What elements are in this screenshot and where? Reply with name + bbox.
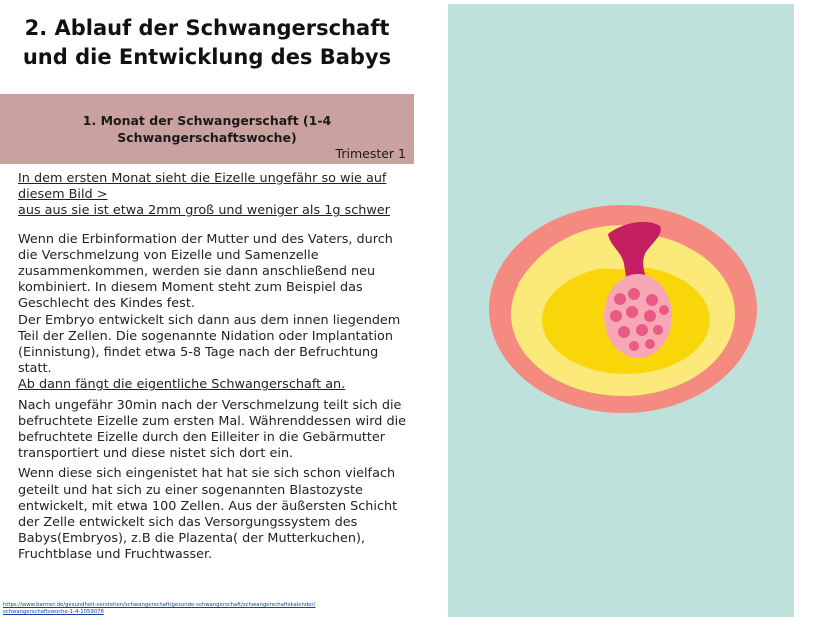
inner-cell	[645, 339, 655, 349]
paragraph-pregnancy-start: Ab dann fängt die eigentliche Schwangerschaft an.	[18, 377, 346, 393]
body-text	[18, 171, 408, 564]
trimester-label: Trimester 1	[335, 146, 406, 161]
banner-heading	[60, 112, 354, 146]
inner-cell	[614, 293, 626, 305]
slide-title-line-1: 2. Ablauf der Schwangerschaft	[24, 16, 390, 40]
intro-line-2: diesem Bild >	[18, 187, 108, 203]
month-banner	[0, 94, 414, 164]
source-link[interactable]	[3, 602, 443, 616]
paragraph-genetics: Wenn die Erbinformation der Mutter und des Vaters, durch die Verschmelzung von Eizelle und Samenzelle zusammenkommen, werden sie dann anschließend neu kombiniert. In diesem Moment steht zum Beispiel das Geschlecht des Kindes fest.	[18, 231, 393, 312]
illustration-panel	[448, 4, 794, 617]
inner-cell	[610, 310, 622, 322]
paragraph-blastocyst: Wenn diese sich eingenistet hat hat sie sich schon vielfach geteilt und hat sich zu einer sogenannten Blastozyste entwickelt, mit etwa 100 Zellen. Aus der äußersten Schicht der Zelle entwickelt sich das Versorgungssystem des Babys(Embryos), z.B die Plazenta( der Mutterkuchen), Fruchtblase und Fruchtwasser.	[18, 466, 398, 563]
inner-cell	[636, 324, 648, 336]
paragraph-cell-division: Nach ungefähr 30min nach der Verschmelzung teilt sich die befruchtete Eizelle zum ersten Mal. Währenddessen wird die befruchtete Eizelle durch den Eilleiter in die Gebärmutter transportiert und diese nistet sich dort ein.	[18, 397, 407, 462]
inner-cell	[626, 306, 638, 318]
inner-cell	[628, 288, 640, 300]
inner-cell	[659, 305, 669, 315]
intro-line-1: In dem ersten Monat sieht die Eizelle ungefähr so wie auf	[18, 171, 387, 186]
slide-title-line-2: und die Entwicklung des Babys	[22, 45, 392, 69]
inner-cell	[629, 341, 639, 351]
banner-heading-line-2: Schwangerschaftswoche)	[117, 130, 297, 145]
slide-title	[0, 14, 414, 72]
source-link-line-2: schwangerschaftswoche-1-4-1059078	[3, 609, 104, 615]
intro-line-3: aus aus sie ist etwa 2mm groß und weniger als 1g schwer	[18, 203, 390, 219]
banner-heading-line-1: 1. Monat der Schwangerschaft (1-4	[82, 113, 332, 128]
paragraph-nidation: Der Embryo entwickelt sich dann aus dem innen liegendem Teil der Zellen. Die sogenannte Nidation oder Implantation (Einnistung), findet etwa 5-8 Tage nach der Befruchtung statt.	[18, 312, 401, 377]
inner-cell	[618, 326, 630, 338]
blastocyst-illustration-icon	[488, 204, 758, 414]
inner-cell	[644, 310, 656, 322]
inner-cell	[653, 325, 663, 335]
source-link-line-1: https://www.barmer.de/gesundheit-verstehen/schwangerschaft/gesunde-schwangerschaft/schwangerschaftskalender/	[3, 602, 316, 608]
inner-cell	[646, 294, 658, 306]
